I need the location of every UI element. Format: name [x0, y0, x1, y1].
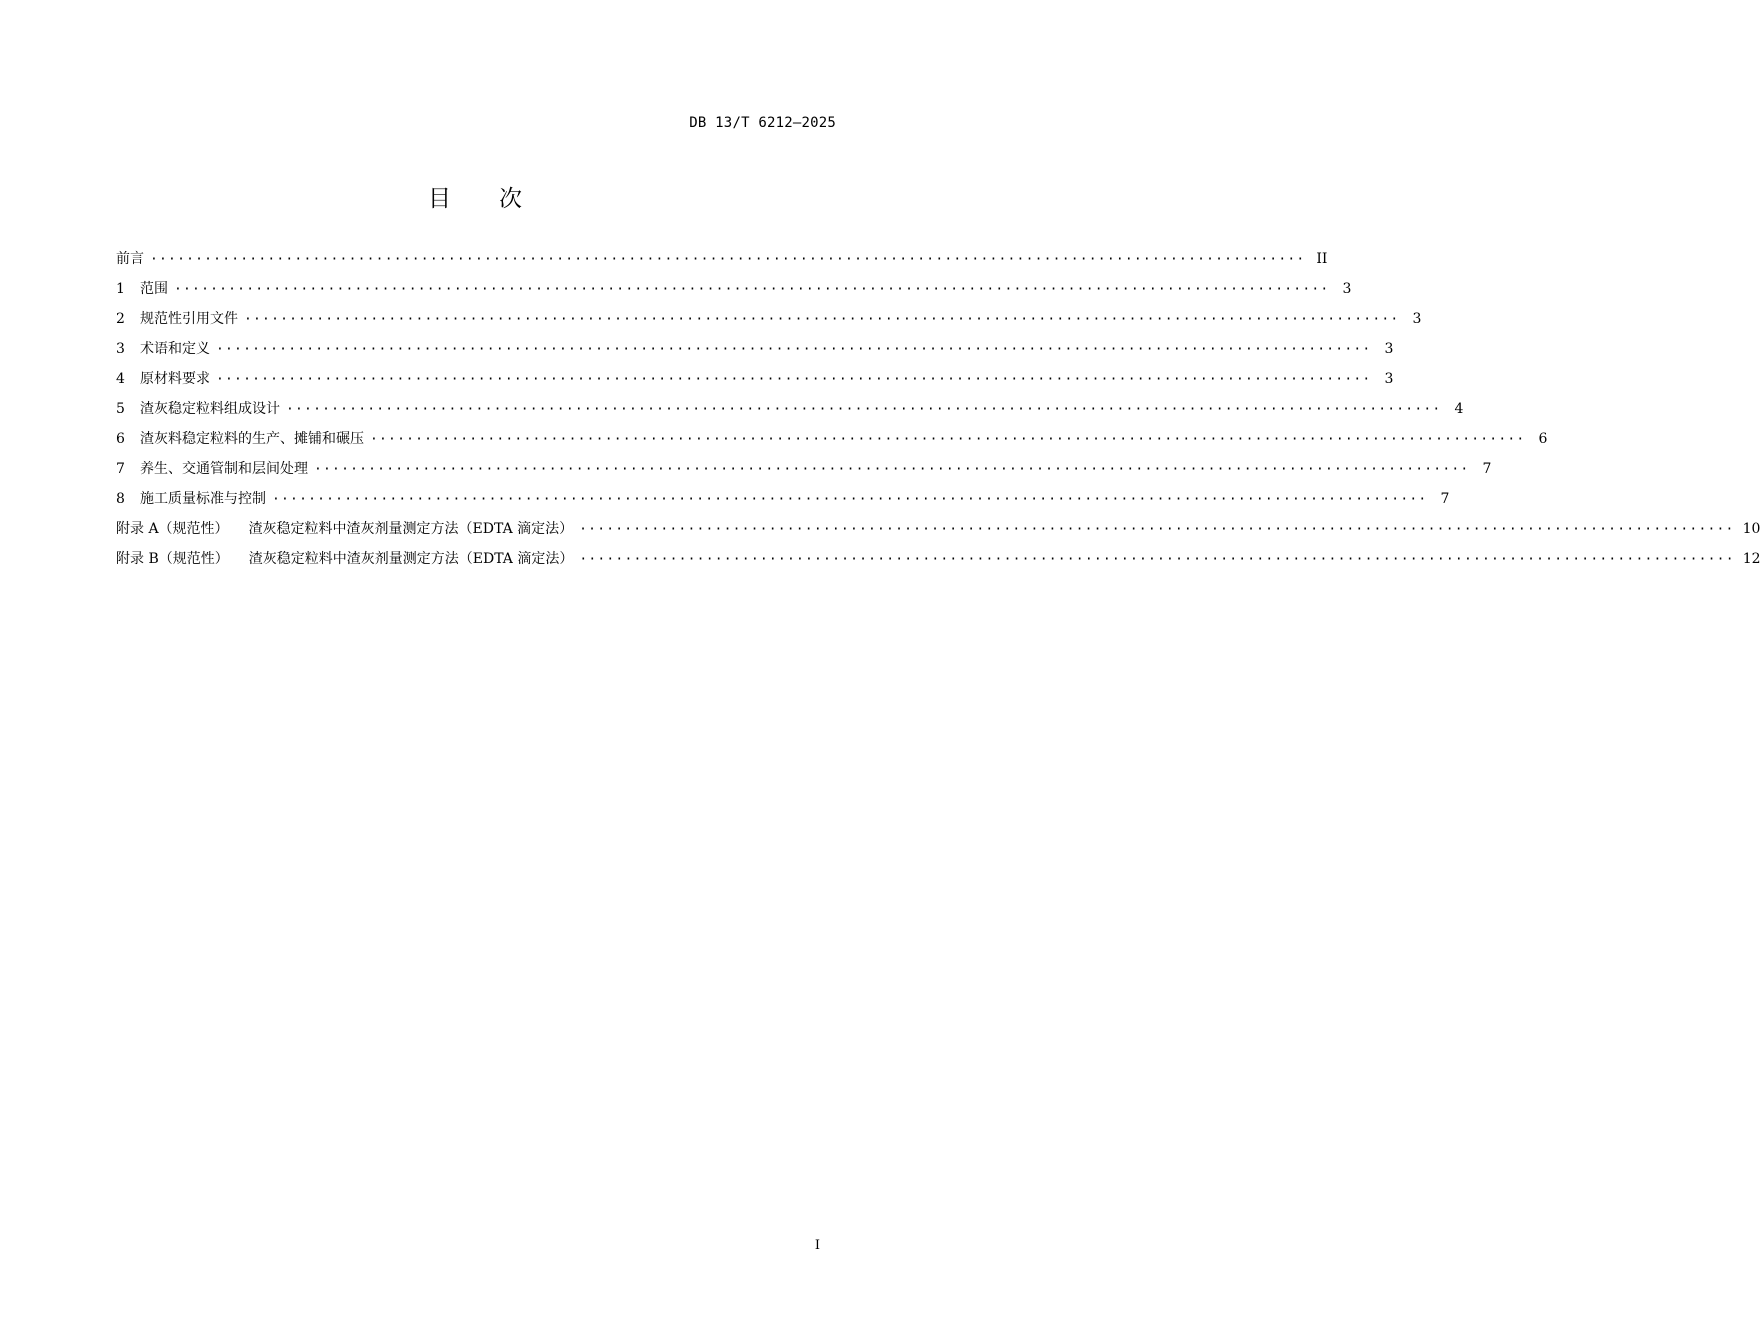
toc-leader-dots: ································································································································	[370, 432, 1526, 447]
toc-entry-label: 施工质量标准与控制	[140, 491, 266, 507]
toc-leader-dots: ································································································································	[216, 372, 1372, 387]
toc-entry-page: 3	[1384, 371, 1394, 387]
toc-leader-dots: ································································································································	[579, 552, 1735, 567]
toc-entry-page: 12	[1742, 551, 1761, 567]
toc-title: 目次	[428, 186, 570, 212]
toc-entry-page: 6	[1538, 431, 1548, 447]
toc-entry-label: 术语和定义	[140, 341, 210, 357]
toc-entry-number: 3	[116, 341, 125, 357]
toc-leader-dots: ································································································································	[314, 462, 1470, 477]
toc-leader-dots: ································································································································	[272, 492, 1428, 507]
toc-leader-dots: ································································································································	[174, 282, 1330, 297]
toc-entry-page: 10	[1742, 521, 1761, 537]
toc-entry-4[interactable]	[116, 364, 1394, 394]
toc-entry-5[interactable]	[116, 394, 1464, 424]
toc-entry-6[interactable]	[116, 424, 1548, 454]
toc-entry-label: 范围	[140, 281, 168, 297]
toc-entry-appendix-a[interactable]	[116, 514, 1761, 544]
toc-entry-8[interactable]	[116, 484, 1450, 514]
toc-entry-7[interactable]	[116, 454, 1492, 484]
toc-leader-dots: ································································································································	[286, 402, 1442, 417]
toc-leader-dots: ································································································································	[244, 312, 1400, 327]
toc-entry-preface[interactable]	[116, 244, 1328, 274]
toc-entry-page: II	[1316, 251, 1328, 267]
toc-entry-page: 3	[1412, 311, 1422, 327]
toc-entry-page: 7	[1440, 491, 1450, 507]
toc-entry-number: 6	[116, 431, 125, 447]
toc-entry-label: 渣灰稳定粒料组成设计	[140, 401, 280, 417]
toc-entry-page: 3	[1384, 341, 1394, 357]
toc-entry-label: 前言	[116, 251, 144, 267]
toc-entry-page: 3	[1342, 281, 1352, 297]
toc-entry-number: 7	[116, 461, 125, 477]
document-code: DB 13/T 6212—2025	[689, 115, 836, 131]
toc-entry-appendix-b[interactable]	[116, 544, 1761, 574]
toc-entry-label: 渣灰稳定粒料中渣灰剂量测定方法（EDTA 滴定法）	[248, 521, 574, 537]
page-number: I	[814, 1238, 820, 1253]
toc-entry-2[interactable]	[116, 304, 1422, 334]
toc-entry-label: 规范性引用文件	[140, 311, 238, 327]
toc-entry-label: 渣灰稳定粒料中渣灰剂量测定方法（EDTA 滴定法）	[248, 551, 574, 567]
toc-leader-dots: ································································································································	[150, 252, 1306, 267]
toc-entry-label: 渣灰料稳定粒料的生产、摊铺和碾压	[140, 431, 364, 447]
toc-entry-number: 附录 B（规范性）	[116, 551, 229, 567]
toc-entry-number: 1	[116, 281, 125, 297]
toc-entry-3[interactable]	[116, 334, 1394, 364]
toc-leader-dots: ································································································································	[216, 342, 1372, 357]
toc-entry-number: 4	[116, 371, 125, 387]
toc-entry-number: 2	[116, 311, 125, 327]
toc-entry-number: 附录 A（规范性）	[116, 521, 229, 537]
toc-entry-1[interactable]	[116, 274, 1352, 304]
toc-entry-number: 8	[116, 491, 125, 507]
toc-entry-page: 4	[1454, 401, 1464, 417]
toc-entry-page: 7	[1482, 461, 1492, 477]
table-of-contents	[116, 244, 1761, 574]
toc-entry-number: 5	[116, 401, 125, 417]
toc-entry-label: 养生、交通管制和层间处理	[140, 461, 308, 477]
toc-leader-dots: ································································································································	[579, 522, 1735, 537]
toc-entry-label: 原材料要求	[140, 371, 210, 387]
